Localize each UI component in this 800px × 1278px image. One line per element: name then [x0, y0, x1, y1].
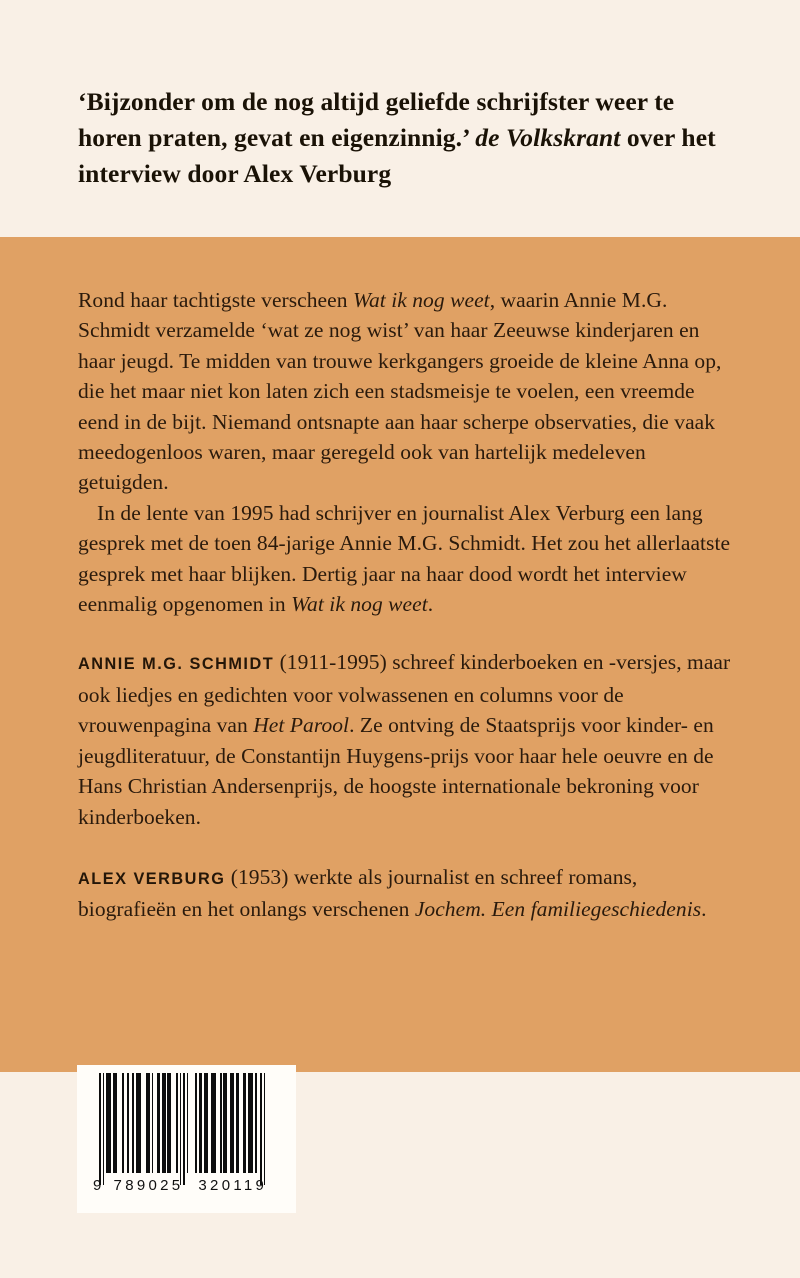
barcode-lead-digit: 9 — [93, 1177, 103, 1194]
barcode-digits — [93, 1177, 283, 1194]
blurb-paragraph-2 — [78, 498, 736, 620]
bio-schmidt-text-a: schreef kinderboeken en -versjes, maar ook liedjes en gedichten voor volwassenen en columns voor de vrouwenpagina van — [78, 650, 731, 738]
author-name-verburg: ALEX VERBURG — [78, 869, 226, 888]
bio-schmidt-publication-title: Het Parool — [253, 713, 350, 738]
barcode-right-group: 320119 — [198, 1177, 268, 1194]
press-quote-text-part2: over het interview door Alex Verburg — [78, 123, 716, 188]
description-panel — [0, 237, 800, 1072]
bio-verburg-text-b: . — [701, 897, 707, 922]
press-quote-source: de Volkskrant — [475, 123, 621, 152]
press-quote-band — [0, 0, 800, 237]
blurb-p1-text-b: , waarin Annie M.G. Schmidt verzamelde ‘wat ze nog wist’ van haar Zeeuwse kinderjaren en haar jeugd. Te midden van trouwe kerkgangers groeide de kleine Anna op, die het maar niet kon laten zich een stadsmeisje te voelen, een vreemde eend in de bijt. Niemand ontsnapte aan haar scherpe observaties, die vaak meedogenloos waren, maar geregeld ook van hartelijk medeleven getuigden. — [78, 288, 722, 495]
author-name-schmidt: ANNIE M.G. SCHMIDT — [78, 655, 275, 674]
bio-schmidt-text-b: . Ze ontving de Staatsprijs voor kinder- en jeugdliteratuur, de Constantijn Huygens-prijs voor haar hele oeuvre en de Hans Christian Andersenprijs, de hoogste internationale bekroning voor kinderboeken. — [78, 713, 714, 829]
blurb-p2-book-title: Wat ik nog weet — [291, 592, 428, 617]
barcode-band — [0, 1072, 800, 1278]
bio-verburg-book-title: Jochem. Een familiegeschiedenis — [414, 897, 702, 922]
blurb-p2-text-a: In de lente van 1995 had schrijver en journalist Alex Verburg een lang gesprek met de toen 84-jarige Annie M.G. Schmidt. Het zou het allerlaatste gesprek met haar blijken. Dertig jaar na haar dood wordt het interview eenmalig opgenomen in — [78, 500, 731, 617]
author-years-schmidt: (1911-1995) — [274, 650, 393, 675]
blurb-paragraph-1 — [78, 285, 736, 498]
blurb-p1-book-title: Wat ik nog weet — [352, 288, 490, 312]
author-years-verburg: (1953) — [225, 864, 294, 889]
isbn-barcode — [77, 1065, 296, 1213]
author-bio-schmidt — [78, 647, 736, 831]
press-quote — [78, 84, 730, 192]
author-bio-verburg — [78, 862, 736, 925]
barcode-left-group: 789025 — [113, 1177, 184, 1194]
blurb-p2-text-b: . — [427, 592, 434, 617]
barcode-bars — [99, 1073, 265, 1181]
press-quote-text-part1: ‘Bijzonder om de nog altijd geliefde schrijfster weer te horen praten, gevat en eigenzinnig.’ — [78, 87, 675, 152]
bio-verburg-text-a: werkte als journalist en schreef romans, biografieën en het onlangs verschenen — [78, 864, 638, 922]
blurb-p1-text-a: Rond haar tachtigste verscheen — [78, 288, 353, 312]
